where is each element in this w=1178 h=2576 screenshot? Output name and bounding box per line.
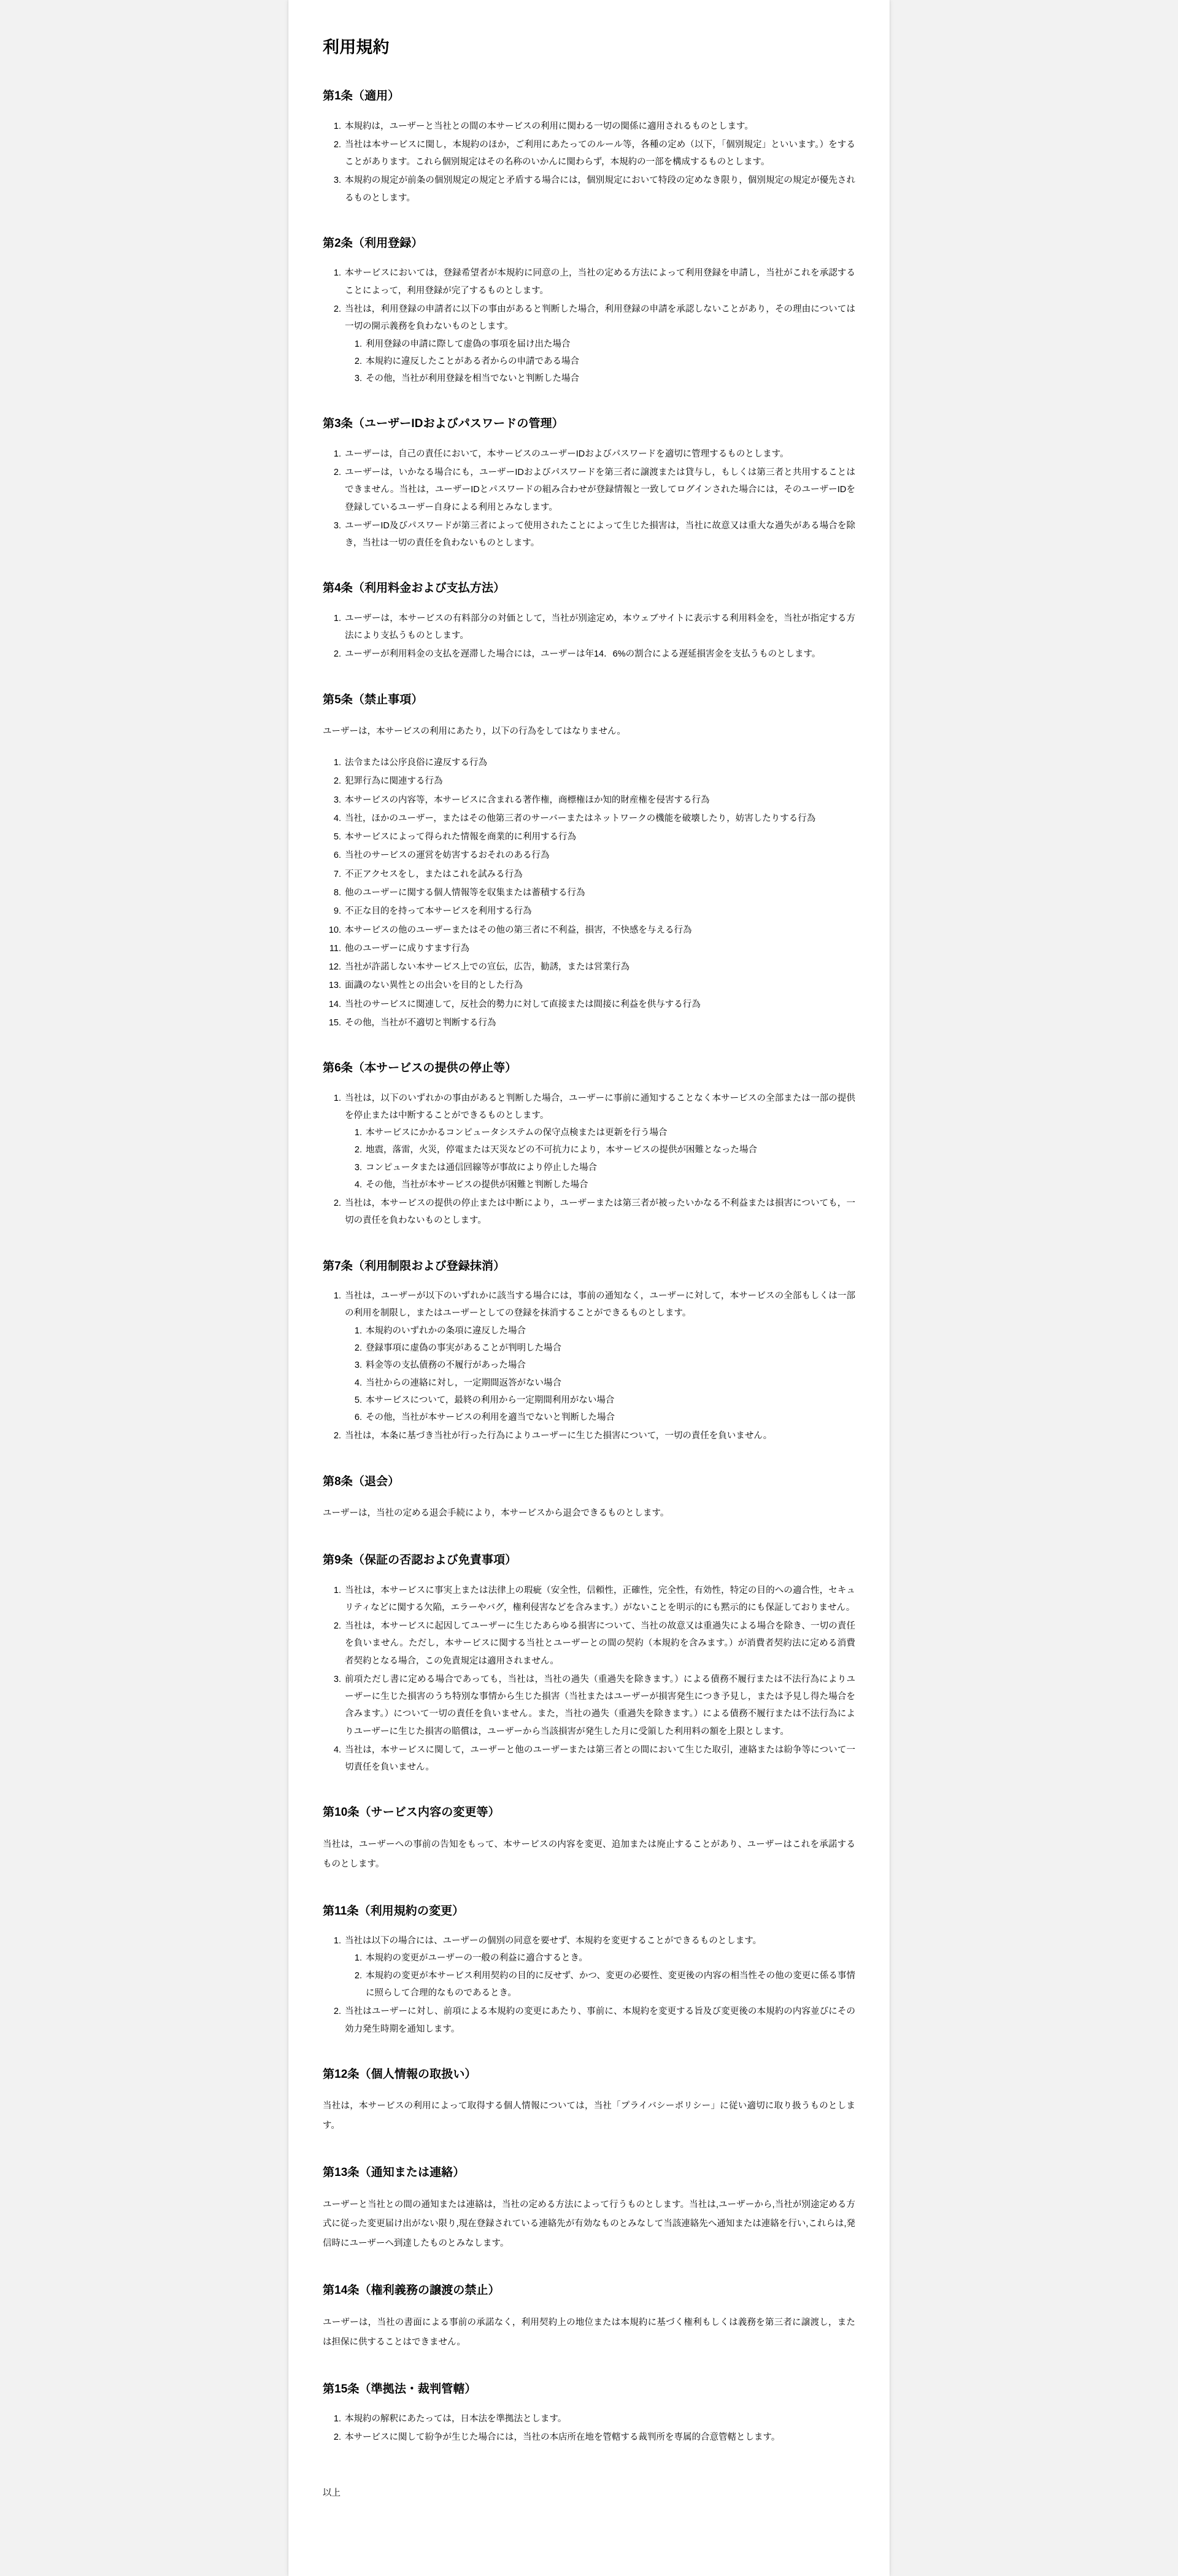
article [323,1903,855,2038]
clause-text: 当社は，ユーザーが以下のいずれかに該当する場合には，事前の通知なく，ユーザーに対して，本サービスの全部もしくは一部の利用を制限し，またはユーザーとしての登録を抹消することができるものとします。 [345,1291,855,1319]
clause-item [344,884,855,901]
article [323,1258,855,1445]
article [323,692,855,1032]
clause-item [344,464,855,516]
clause-text: 犯罪行為に関連する行為 [345,776,443,787]
sub-clause-item: 2. 本規約の変更が本サービス利用契約の目的に反せず、かつ、変更の必要性、変更後の内容の相当性その他の変更に係る事情に照らして合理的なものであるとき。 [364,1967,855,2002]
clause-item [344,610,855,645]
clause-item [344,1582,855,1617]
article-heading: 第1条（適用） [323,90,400,103]
article-clause-list [323,754,855,1032]
clause-item [344,2429,855,2446]
sub-clause-item: 3. 料金等の支払債務の不履行があった場合 [364,1357,855,1374]
sub-clause-item: 1. 利用登録の申請に際して虚偽の事項を届け出た場合 [364,336,855,353]
article [323,1804,855,1874]
article-heading: 第5条（禁止事項） [323,693,423,706]
clause-item [344,754,855,771]
clause-text: 当社，ほかのユーザー，またはその他第三者のサーバーまたはネットワークの機能を破壊したり，妨害したりする行為 [345,813,816,823]
sub-clause-item: 1. 本規約の変更がユーザーの一般の利益に適合するとき。 [364,1949,855,1967]
articles-container [323,88,855,2446]
clause-item [344,1287,855,1426]
article-heading: 第4条（利用料金および支払方法） [323,582,506,595]
clause-item [344,517,855,552]
clause-item [344,940,855,957]
clause-item [344,118,855,135]
sub-clause-list [345,1322,855,1427]
article-heading: 第15条（準拠法・裁判管轄） [323,2382,477,2396]
clause-item [344,773,855,790]
clause-text: 本サービスの他のユーザーまたはその他の第三者に不利益，損害，不快感を与える行為 [345,925,692,935]
sub-clause-item: 5. 本サービスについて，最終の利用から一定期間利用がない場合 [364,1392,855,1409]
article [323,2066,855,2136]
article [323,2282,855,2352]
article-heading: 第12条（個人情報の取扱い） [323,2067,477,2081]
sub-clause-item: 2. 地震，落雷，火災，停電または天災などの不可抗力により，本サービスの提供が困難となった場合 [364,1141,855,1159]
article [323,1552,855,1776]
clause-text: ユーザーID及びパスワードが第三者によって使用されたことによって生じた損害は，当社に故意又は重大な過失がある場合を除き，当社は一切の責任を負わないものとします。 [345,520,855,549]
article-clause-list [323,1090,855,1230]
clause-item [344,172,855,207]
article [323,2381,855,2447]
clause-item [344,958,855,976]
clause-text: 法令または公序良俗に違反する行為 [345,758,487,768]
clause-item [344,847,855,864]
clause-item [344,996,855,1013]
article-lead-text: 当社は，ユーザーへの事前の告知をもって、本サービスの内容を変更、追加または廃止することがあり、ユーザーはこれを承諾するものとします。 [323,1839,855,1869]
article-clause-list [323,118,855,207]
article [323,235,855,387]
article [323,1473,855,1524]
clause-text: 不正アクセスをし，またはこれを試みる行為 [345,869,523,879]
clause-text: 前項ただし書に定める場合であっても，当社は，当社の過失（重過失を除きます。）による債務不履行または不法行為によりユーザーに生じた損害のうち特別な事情から生じた損害（当社またはユーザーが損害発生につき予見し，または予見し得た場合を含みます。）について一切の責任を負いません。また，当社の過失（重過失を除きます。）による債務不履行または不法行為によりユーザーに生じた損害の賠償は，ユーザーから当該損害が発生した月に受領した利用料の額を上限とします。 [345,1674,855,1737]
article-lead-text: ユーザーと当社との間の通知または連絡は，当社の定める方法によって行うものとします。当社は,ユーザーから,当社が別途定める方式に従った変更届け出がない限り,現在登録されている連絡先が有効なものとみなして当該連絡先へ通知または連絡を行い,これらは,発信時にユーザーへ到達したものとみなします。 [323,2199,855,2249]
article-lead-text: ユーザーは，本サービスの利用にあたり，以下の行為をしてはなりません。 [323,727,626,737]
clause-text: その他，当社が不適切と判断する行為 [345,1017,496,1028]
article [323,88,855,207]
clause-item [344,810,855,827]
sub-clause-item: 4. 当社からの連絡に対し，一定期間返答がない場合 [364,1375,855,1392]
clause-text: 他のユーザーに関する個人情報等を収集または蓄積する行為 [345,887,585,898]
clause-item [344,1195,855,1230]
sub-clause-item: 6. その他，当社が本サービスの利用を適当でないと判断した場合 [364,1409,855,1426]
clause-text: ユーザーは，自己の責任において，本サービスのユーザーIDおよびパスワードを適切に管理するものとします。 [345,449,789,459]
sub-clause-item: 2. 登録事項に虚偽の事実があることが判明した場合 [364,1340,855,1357]
article-clause-list [323,264,855,387]
article [323,1060,855,1230]
document-closing: 以上 [323,2488,341,2498]
article [323,415,855,552]
clause-item [344,301,855,387]
clause-text: 本サービスによって得られた情報を商業的に利用する行為 [345,832,576,843]
clause-item [344,828,855,846]
article-heading: 第3条（ユーザーIDおよびパスワードの管理） [323,417,564,431]
sub-clause-item: 3. コンピュータまたは通信回線等が事故により停止した場合 [364,1159,855,1176]
clause-text: 本規約は，ユーザーと当社との間の本サービスの利用に関わる一切の関係に適用されるものとします。 [345,121,753,131]
clause-item [344,866,855,883]
clause-item [344,1014,855,1032]
sub-clause-item: 1. 本サービスにかかるコンピュータシステムの保守点検または更新を行う場合 [364,1124,855,1141]
clause-text: 当社は，利用登録の申請者に以下の事由があると判断した場合，利用登録の申請を承認しないことがあり，その理由については一切の開示義務を負わないものとします。 [345,304,855,332]
article-heading: 第14条（権利義務の譲渡の禁止） [323,2284,500,2297]
sub-clause-list [345,1124,855,1194]
clause-item [344,1671,855,1740]
article-heading: 第7条（利用制限および登録抹消） [323,1259,506,1273]
clause-item [344,646,855,663]
clause-text: 他のユーザーに成りすます行為 [345,943,469,954]
article-clause-list [323,1932,855,2038]
clause-text: 当社が許諾しない本サービス上での宣伝，広告，勧誘，または営業行為 [345,962,629,973]
clause-text: 本規約の解釈にあたっては，日本法を準拠法とします。 [345,2414,567,2424]
clause-item [344,977,855,994]
sub-clause-list [345,336,855,388]
article-heading: 第13条（通知または連絡） [323,2166,465,2180]
article-heading: 第6条（本サービスの提供の停止等） [323,1062,517,1075]
page-title: 利用規約 [323,38,390,56]
article-heading: 第8条（退会） [323,1475,400,1488]
clause-text: 当社のサービスに関連して，反社会的勢力に対して直接または間接に利益を供与する行為 [345,999,701,1009]
clause-text: 当社は，本サービスの提供の停止または中断により，ユーザーまたは第三者が被ったいかなる不利益または損害についても，一切の責任を負わないものとします。 [345,1198,855,1226]
clause-text: 当社は，本条に基づき当社が行った行為によりユーザーに生じた損害について，一切の責任を負いません。 [345,1431,772,1441]
article-lead-text: ユーザーは，当社の定める退会手続により，本サービスから退会できるものとします。 [323,1508,669,1519]
sub-clause-list [345,1949,855,2002]
clause-item [344,1932,855,2002]
clause-text: 当社は，本サービスに事実上または法律上の瑕疵（安全性，信頼性，正確性，完全性，有効性，特定の目的への適合性，セキュリティなどに関する欠陥，エラーやバグ，権利侵害などを含みます。）がないことを明示的にも黙示的にも保証しておりません。 [345,1585,855,1613]
article-lead-text: ユーザーは，当社の書面による事前の承諾なく，利用契約上の地位または本規約に基づく権利もしくは義務を第三者に譲渡し，または担保に供することはできません。 [323,2317,855,2347]
clause-text: 当社のサービスの運営を妨害するおそれのある行為 [345,850,550,861]
clause-text: 当社は，以下のいずれかの事由があると判断した場合，ユーザーに事前に通知することなく本サービスの全部または一部の提供を停止または中断することができるものとします。 [345,1093,855,1120]
clause-item [344,2410,855,2428]
clause-text: 不正な目的を持って本サービスを利用する行為 [345,906,532,917]
clause-text: ユーザーが利用料金の支払を遅滞した場合には，ユーザーは年14．6%の割合による遅延損害金を支払うものとします。 [345,649,821,660]
article-lead-text: 当社は，本サービスの利用によって取得する個人情報については，当社「プライバシーポリシー」に従い適切に取り扱うものとします。 [323,2101,855,2131]
article-heading: 第9条（保証の否認および免責事項） [323,1554,517,1567]
clause-item [344,1090,855,1194]
clause-item [344,1618,855,1670]
article [323,2164,855,2254]
clause-item [344,1427,855,1444]
article-heading: 第10条（サービス内容の変更等） [323,1806,500,1819]
clause-item [344,136,855,171]
clause-item [344,903,855,920]
terms-of-service-document [288,0,890,2576]
clause-text: ユーザーは，本サービスの有料部分の対価として，当社が別途定め，本ウェブサイトに表示する利用料金を，当社が指定する方法により支払うものとします。 [345,613,855,641]
article-heading: 第11条（利用規約の変更） [323,1904,464,1918]
clause-text: 当社は以下の場合には、ユーザーの個別の同意を要せず、本規約を変更することができるものとします。 [345,1936,762,1946]
clause-item [344,922,855,939]
clause-item [344,792,855,809]
article-clause-list [323,610,855,663]
article-heading: 第2条（利用登録） [323,236,423,250]
sub-clause-item: 2. 本規約に違反したことがある者からの申請である場合 [364,353,855,370]
clause-text: 面識のない異性との出会いを目的とした行為 [345,981,523,991]
article [323,580,855,663]
clause-text: 当社は，本サービスに関して，ユーザーと他のユーザーまたは第三者との間において生じた取引，連絡または紛争等について一切責任を負いません。 [345,1745,855,1773]
article-clause-list [323,2410,855,2447]
clause-item [344,264,855,299]
clause-item [344,1741,855,1776]
clause-text: 当社は，本サービスに起因してユーザーに生じたあらゆる損害について、当社の故意又は重過失による場合を除き、一切の責任を負いません。ただし，本サービスに関する当社とユーザーとの間の契約（本規約を含みます。）が消費者契約法に定める消費者契約となる場合，この免責規定は適用されません。 [345,1621,855,1666]
clause-item [344,2003,855,2038]
clause-text: 当社は本サービスに関し，本規約のほか，ご利用にあたってのルール等，各種の定め（以下，「個別規定」といいます。）をすることがあります。これら個別規定はその名称のいかんに関わらず，本規約の一部を構成するものとします。 [345,139,855,168]
clause-text: 本規約の規定が前条の個別規定の規定と矛盾する場合には，個別規定において特段の定めなき限り，個別規定の規定が優先されるものとします。 [345,175,855,203]
article-clause-list [323,1582,855,1776]
article-clause-list [323,445,855,552]
clause-text: 本サービスに関して紛争が生じた場合には，当社の本店所在地を管轄する裁判所を専属的合意管轄とします。 [345,2432,780,2443]
clause-text: 本サービスの内容等，本サービスに含まれる著作権，商標権ほか知的財産権を侵害する行為 [345,795,710,805]
sub-clause-item: 3. その他，当社が利用登録を相当でないと判断した場合 [364,370,855,387]
sub-clause-item: 4. その他，当社が本サービスの提供が困難と判断した場合 [364,1176,855,1194]
article-clause-list [323,1287,855,1444]
clause-text: 当社はユーザーに対し、前項による本規約の変更にあたり、事前に、本規約を変更する旨及び変更後の本規約の内容並びにその効力発生時期を通知します。 [345,2007,855,2034]
sub-clause-item: 1. 本規約のいずれかの条項に違反した場合 [364,1322,855,1340]
clause-text: 本サービスにおいては，登録希望者が本規約に同意の上，当社の定める方法によって利用登録を申請し，当社がこれを承認することによって，利用登録が完了するものとします。 [345,268,855,296]
clause-item [344,445,855,463]
clause-text: ユーザーは，いかなる場合にも，ユーザーIDおよびパスワードを第三者に譲渡または貸与し，もしくは第三者と共用することはできません。当社は，ユーザーIDとパスワードの組み合わせが登録情報と一致してログインされた場合には，そのユーザーIDを登録しているユーザー自身による利用とみなします。 [345,468,855,512]
